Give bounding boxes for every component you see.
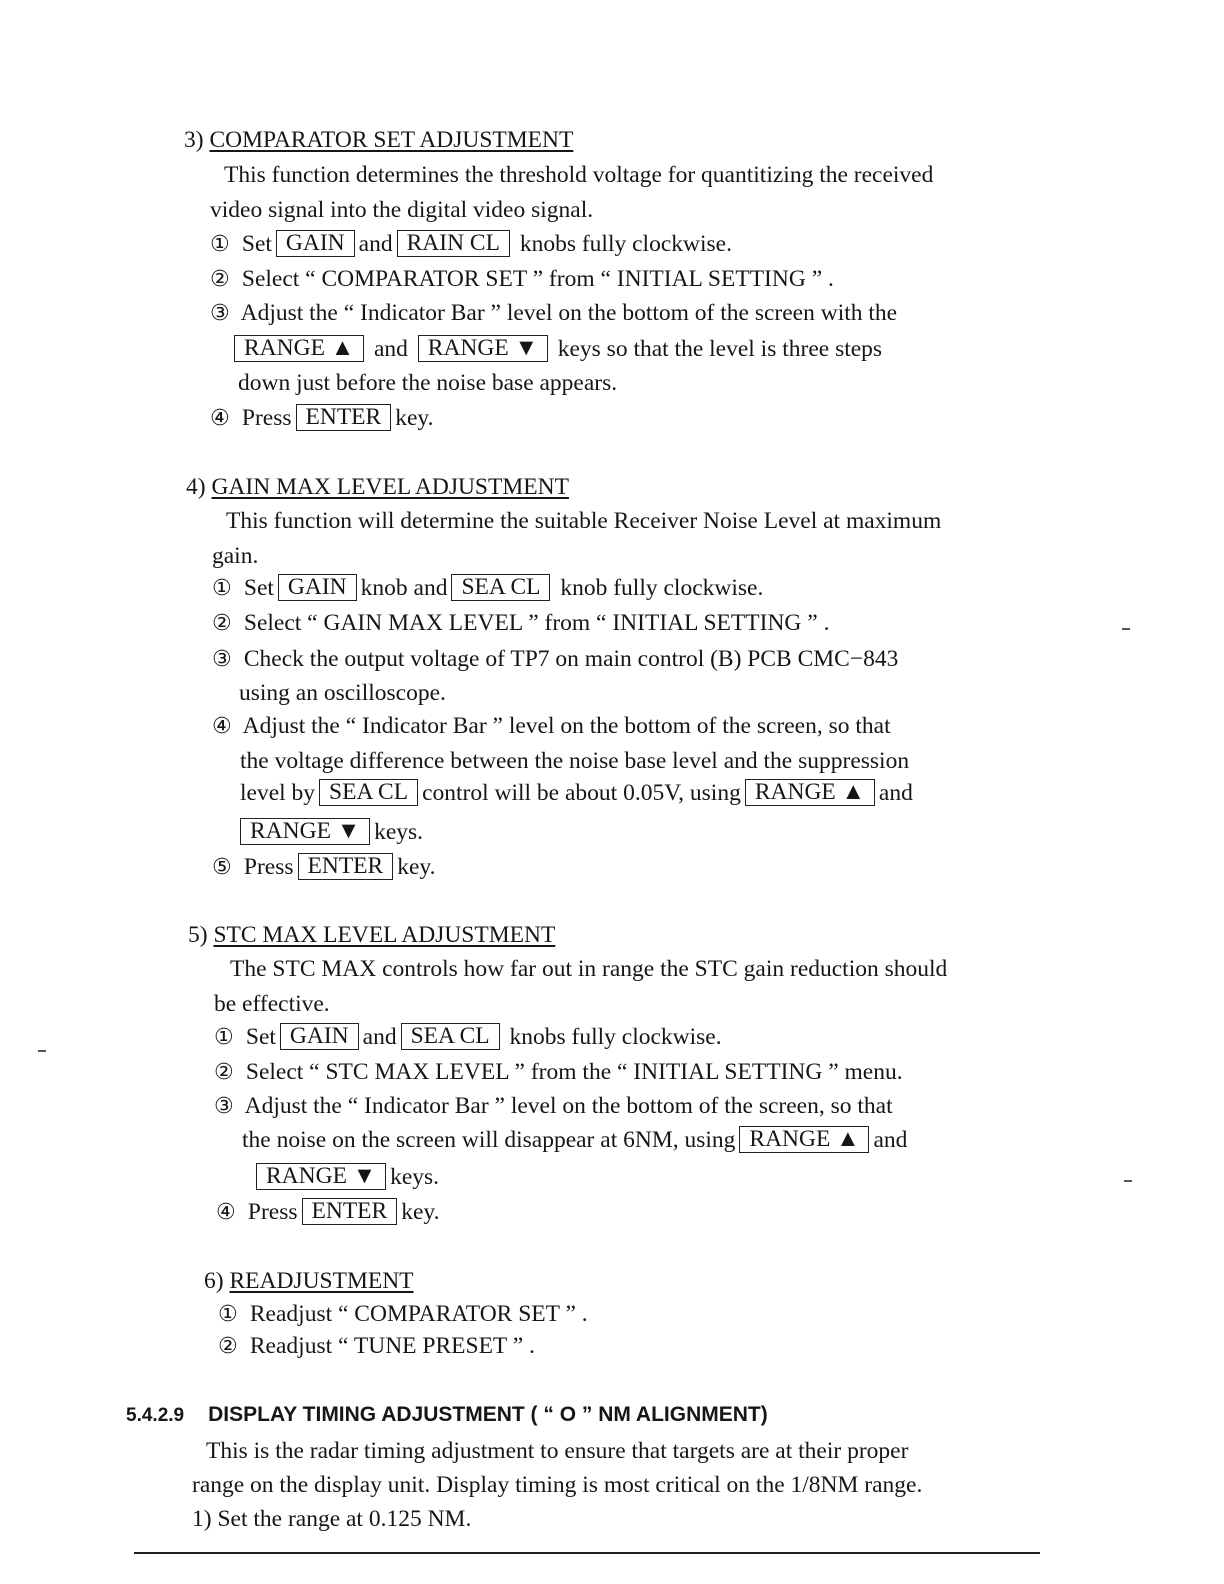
- section-5-heading: 5) STC MAX LEVEL ADJUSTMENT: [188, 922, 556, 948]
- section-5-step-4: ④ Press ENTER key.: [216, 1198, 440, 1225]
- range-up-key-box: RANGE ▲: [234, 335, 364, 362]
- sea-cl-key-box: SEA CL: [451, 574, 550, 601]
- section-4-step-3: ③ Check the output voltage of TP7 on main control (B) PCB CMC−843: [212, 646, 899, 672]
- section-4-step-5: ⑤ Press ENTER key.: [212, 853, 436, 880]
- section-3-intro-line-1: This function determines the threshold voltage for quantitizing the received: [224, 162, 934, 188]
- section-3-step-3: ③ Adjust the “ Indicator Bar ” level on the bottom of the screen with the: [210, 300, 898, 326]
- range-down-key-box: RANGE ▼: [418, 335, 548, 362]
- scan-speck: [1124, 1180, 1132, 1182]
- section-3-step-3-line-2: RANGE ▲ and RANGE ▼ keys so that the level is three steps: [234, 334, 882, 364]
- section-5-4-2-9-paragraph-line-1: This is the radar timing adjustment to ensure that targets are at their proper: [206, 1438, 909, 1464]
- sea-cl-key-box: SEA CL: [319, 779, 418, 806]
- section-number: 5.4.2.9: [126, 1405, 185, 1426]
- section-3-step-2: ② Select “ COMPARATOR SET ” from “ INITIAL SETTING ” .: [210, 266, 834, 292]
- range-down-key-box: RANGE ▼: [256, 1163, 386, 1190]
- range-up-key-box: RANGE ▲: [739, 1126, 869, 1153]
- section-5-title: STC MAX LEVEL ADJUSTMENT: [213, 922, 556, 948]
- section-title: DISPLAY TIMING ADJUSTMENT ( “ O ” NM ALIGNMENT): [208, 1403, 768, 1426]
- scan-speck: [38, 1050, 46, 1052]
- section-3-title: COMPARATOR SET ADJUSTMENT: [209, 127, 574, 153]
- range-up-key-box: RANGE ▲: [745, 779, 875, 806]
- section-5-step-1: ① Set GAIN and SEA CL knobs fully clockwise.: [214, 1023, 722, 1050]
- section-5-step-3: ③ Adjust the “ Indicator Bar ” level on the bottom of the screen, so that: [214, 1093, 893, 1119]
- section-5-step-3-line-3: RANGE ▼ keys.: [256, 1162, 439, 1192]
- enter-key-box: ENTER: [296, 404, 392, 431]
- section-5-4-2-9-step-1: 1) Set the range at 0.125 NM.: [192, 1506, 472, 1532]
- sea-cl-key-box: SEA CL: [401, 1023, 500, 1050]
- section-4-intro-line-2: gain.: [212, 543, 259, 569]
- section-4-intro-line-1: This function will determine the suitable Receiver Noise Level at maximum: [226, 508, 942, 534]
- section-4-step-4-line-3: level by SEA CL control will be about 0.05V, using RANGE ▲ and: [240, 779, 913, 806]
- section-5-4-2-9-paragraph-line-2: range on the display unit. Display timing is most critical on the 1/8NM range.: [192, 1472, 923, 1498]
- enter-key-box: ENTER: [298, 853, 394, 880]
- scan-speck: [1122, 628, 1130, 630]
- section-3-step-3-line-3: down just before the noise base appears.: [238, 370, 618, 396]
- section-5-intro-line-2: be effective.: [214, 991, 330, 1017]
- section-5-4-2-9-heading: [126, 1400, 768, 1431]
- section-5-intro-line-1: The STC MAX controls how far out in range the STC gain reduction should: [230, 956, 948, 982]
- rain-cl-key-box: RAIN CL: [397, 230, 510, 257]
- section-3-step-1: ① Set GAIN and RAIN CL knobs fully clockwise.: [210, 230, 732, 257]
- section-6-heading: 6) READJUSTMENT: [204, 1268, 414, 1294]
- section-3-intro-line-2: video signal into the digital video signal.: [210, 197, 594, 223]
- section-5-step-2: ② Select “ STC MAX LEVEL ” from the “ INITIAL SETTING ” menu.: [214, 1059, 903, 1085]
- section-4-heading: 4) GAIN MAX LEVEL ADJUSTMENT: [186, 474, 569, 500]
- range-down-key-box: RANGE ▼: [240, 818, 370, 845]
- footer-rule: [134, 1552, 1040, 1554]
- enter-key-box: ENTER: [302, 1198, 398, 1225]
- section-4-step-3-line-2: using an oscilloscope.: [239, 680, 446, 706]
- gain-key-box: GAIN: [278, 574, 357, 601]
- section-4-title: GAIN MAX LEVEL ADJUSTMENT: [211, 474, 569, 500]
- gain-key-box: GAIN: [280, 1023, 359, 1050]
- gain-key-box: GAIN: [276, 230, 355, 257]
- section-4-step-1: ① Set GAIN knob and SEA CL knob fully clockwise.: [212, 574, 764, 601]
- section-3-step-4: ④ Press ENTER key.: [210, 404, 434, 431]
- section-4-step-4: ④ Adjust the “ Indicator Bar ” level on the bottom of the screen, so that: [212, 713, 891, 739]
- section-6-step-2: ② Readjust “ TUNE PRESET ” .: [218, 1333, 535, 1359]
- section-3-heading: 3) COMPARATOR SET ADJUSTMENT: [184, 127, 574, 153]
- section-6-title: READJUSTMENT: [229, 1268, 414, 1294]
- section-4-step-4-line-2: the voltage difference between the noise base level and the suppression: [240, 748, 910, 774]
- section-4-step-2: ② Select “ GAIN MAX LEVEL ” from “ INITIAL SETTING ” .: [212, 610, 830, 636]
- section-6-step-1: ① Readjust “ COMPARATOR SET ” .: [218, 1301, 588, 1327]
- section-5-step-3-line-2: the noise on the screen will disappear at 6NM, using RANGE ▲ and: [242, 1126, 908, 1153]
- section-4-step-4-line-4: RANGE ▼ keys.: [240, 817, 423, 847]
